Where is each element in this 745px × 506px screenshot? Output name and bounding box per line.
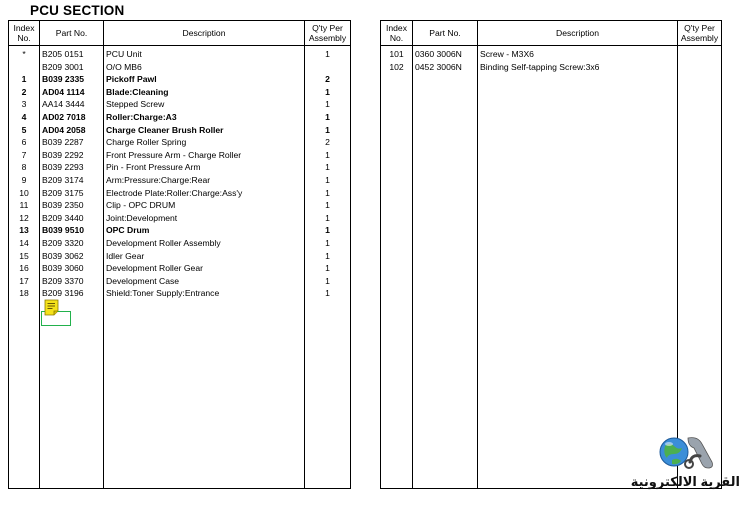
filler-cell xyxy=(381,73,413,488)
table-row xyxy=(9,174,351,187)
cell-description: Screw - M3X6 xyxy=(478,46,678,61)
cell-part-no: AD04 1114 xyxy=(40,86,104,99)
cell-description: Pin - Front Pressure Arm xyxy=(104,161,305,174)
watermark-logo xyxy=(632,432,740,494)
cell-part-no: B039 3062 xyxy=(40,250,104,263)
filler-cell xyxy=(305,300,351,489)
logo-text: القرية الالكترونية xyxy=(630,474,740,489)
cell-part-no: B209 3174 xyxy=(40,174,104,187)
cell-description: Development Case xyxy=(104,275,305,288)
header-qty: Q'ty Per Assembly xyxy=(305,21,351,46)
cell-description: O/O MB6 xyxy=(104,61,305,74)
table-row xyxy=(381,46,722,61)
cell-qty: 1 xyxy=(305,275,351,288)
cell-part-no: B039 2292 xyxy=(40,149,104,162)
cell-part-no: B039 3060 xyxy=(40,262,104,275)
cell-part-no: B039 2287 xyxy=(40,136,104,149)
table-row xyxy=(9,98,351,111)
cell-description: Binding Self-tapping Screw:3x6 xyxy=(478,61,678,74)
table-header-row xyxy=(381,21,722,46)
cell-index: 17 xyxy=(9,275,40,288)
filler-cell xyxy=(478,73,678,488)
cell-index: 101 xyxy=(381,46,413,61)
table-row xyxy=(9,46,351,61)
table-row xyxy=(9,199,351,212)
cell-qty: 1 xyxy=(305,124,351,137)
cell-index: 102 xyxy=(381,61,413,74)
cell-qty: 1 xyxy=(305,262,351,275)
cell-part-no: AA14 3444 xyxy=(40,98,104,111)
cell-description: Electrode Plate:Roller:Charge:Ass'y xyxy=(104,187,305,200)
table-filler-row xyxy=(9,300,351,489)
filler-cell xyxy=(104,300,305,489)
filler-cell xyxy=(678,73,722,488)
cell-index xyxy=(9,61,40,74)
cell-qty: 2 xyxy=(305,73,351,86)
page-title: PCU SECTION xyxy=(30,3,125,18)
cell-qty: 1 xyxy=(305,174,351,187)
table-row xyxy=(9,212,351,225)
header-part-no: Part No. xyxy=(413,21,478,46)
cell-part-no: AD02 7018 xyxy=(40,111,104,124)
parts-table-right xyxy=(380,20,722,489)
cell-qty: 1 xyxy=(305,161,351,174)
table-row xyxy=(9,124,351,137)
cell-description: Clip - OPC DRUM xyxy=(104,199,305,212)
cell-index: * xyxy=(9,46,40,61)
header-qty: Q'ty Per Assembly xyxy=(678,21,722,46)
filler-cell xyxy=(9,300,40,489)
cell-qty: 1 xyxy=(305,287,351,300)
cell-qty: 1 xyxy=(305,111,351,124)
cell-part-no: B039 2293 xyxy=(40,161,104,174)
cell-index: 16 xyxy=(9,262,40,275)
filler-cell xyxy=(413,73,478,488)
table-row xyxy=(9,161,351,174)
cell-part-no: B209 3196 xyxy=(40,287,104,300)
cell-description: PCU Unit xyxy=(104,46,305,61)
cell-qty xyxy=(678,46,722,61)
cell-description: Development Roller Assembly xyxy=(104,237,305,250)
cell-description: Pickoff Pawl xyxy=(104,73,305,86)
cell-part-no: B039 2335 xyxy=(40,73,104,86)
cell-index: 4 xyxy=(9,111,40,124)
table-row xyxy=(9,287,351,300)
cell-qty: 1 xyxy=(305,199,351,212)
cell-index: 12 xyxy=(9,212,40,225)
cell-index: 11 xyxy=(9,199,40,212)
cell-qty: 1 xyxy=(305,86,351,99)
sticky-note-icon[interactable] xyxy=(44,299,59,316)
table-row xyxy=(9,250,351,263)
parts-table-left-body xyxy=(9,46,351,489)
cell-qty: 1 xyxy=(305,98,351,111)
table-row xyxy=(9,73,351,86)
cell-part-no: B209 3440 xyxy=(40,212,104,225)
cell-description: Charge Cleaner Brush Roller xyxy=(104,124,305,137)
filler-cell xyxy=(40,300,104,489)
table-row xyxy=(9,86,351,99)
cell-description: Front Pressure Arm - Charge Roller xyxy=(104,149,305,162)
header-index: Index No. xyxy=(381,21,413,46)
table-row xyxy=(9,237,351,250)
cell-part-no: B209 3001 xyxy=(40,61,104,74)
table-header-row xyxy=(9,21,351,46)
header-part-no: Part No. xyxy=(40,21,104,46)
cell-index: 5 xyxy=(9,124,40,137)
cell-description: Arm:Pressure:Charge:Rear xyxy=(104,174,305,187)
cell-index: 6 xyxy=(9,136,40,149)
parts-table-right-body xyxy=(381,46,722,489)
cell-index: 7 xyxy=(9,149,40,162)
cell-qty: 1 xyxy=(305,224,351,237)
header-description: Description xyxy=(478,21,678,46)
cell-part-no: B209 3370 xyxy=(40,275,104,288)
cell-index: 18 xyxy=(9,287,40,300)
cell-qty: 1 xyxy=(305,212,351,225)
cell-part-no: B039 9510 xyxy=(40,224,104,237)
table-row xyxy=(9,275,351,288)
cell-qty: 1 xyxy=(305,250,351,263)
table-row xyxy=(9,111,351,124)
cell-index: 15 xyxy=(9,250,40,263)
header-index: Index No. xyxy=(9,21,40,46)
cell-index: 3 xyxy=(9,98,40,111)
table-row xyxy=(9,187,351,200)
cell-part-no: B039 2350 xyxy=(40,199,104,212)
globe-tools-logo-icon xyxy=(632,432,740,474)
cell-index: 9 xyxy=(9,174,40,187)
cell-part-no: B209 3175 xyxy=(40,187,104,200)
header-description: Description xyxy=(104,21,305,46)
table-row xyxy=(9,224,351,237)
cell-description: OPC Drum xyxy=(104,224,305,237)
table-row xyxy=(9,61,351,74)
table-row xyxy=(381,61,722,74)
cell-qty: 1 xyxy=(305,187,351,200)
cell-description: Development Roller Gear xyxy=(104,262,305,275)
cell-description: Charge Roller Spring xyxy=(104,136,305,149)
cell-qty xyxy=(305,61,351,74)
cell-description: Idler Gear xyxy=(104,250,305,263)
cell-part-no: AD04 2058 xyxy=(40,124,104,137)
cell-part-no: 0452 3006N xyxy=(413,61,478,74)
cell-index: 2 xyxy=(9,86,40,99)
cell-index: 13 xyxy=(9,224,40,237)
table-row xyxy=(9,262,351,275)
cell-index: 10 xyxy=(9,187,40,200)
table-filler-row xyxy=(381,73,722,488)
cell-description: Blade:Cleaning xyxy=(104,86,305,99)
parts-table-left xyxy=(8,20,351,489)
cell-description: Shield:Toner Supply:Entrance xyxy=(104,287,305,300)
cell-qty: 1 xyxy=(305,237,351,250)
cell-qty: 2 xyxy=(305,136,351,149)
table-row xyxy=(9,149,351,162)
cell-index: 8 xyxy=(9,161,40,174)
cell-qty xyxy=(678,61,722,74)
cell-part-no: B209 3320 xyxy=(40,237,104,250)
cell-index: 14 xyxy=(9,237,40,250)
cell-description: Joint:Development xyxy=(104,212,305,225)
cell-index: 1 xyxy=(9,73,40,86)
cell-qty: 1 xyxy=(305,46,351,61)
table-row xyxy=(9,136,351,149)
cell-part-no: 0360 3006N xyxy=(413,46,478,61)
cell-description: Stepped Screw xyxy=(104,98,305,111)
cell-part-no: B205 0151 xyxy=(40,46,104,61)
cell-qty: 1 xyxy=(305,149,351,162)
cell-description: Roller:Charge:A3 xyxy=(104,111,305,124)
